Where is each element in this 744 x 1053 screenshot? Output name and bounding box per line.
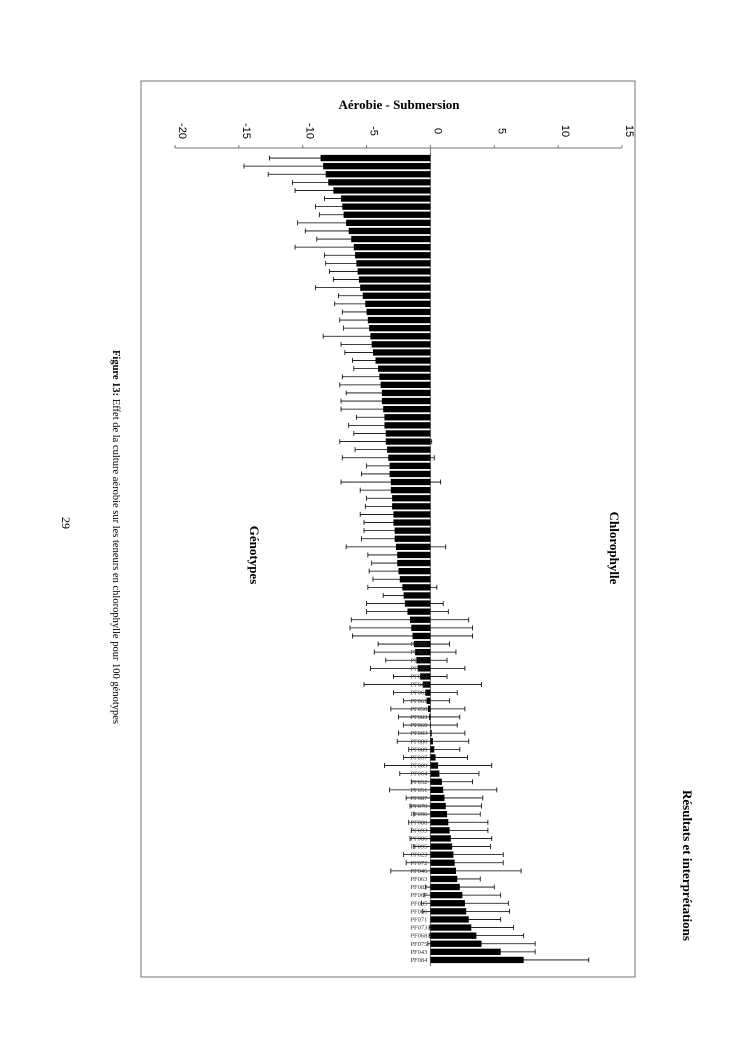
category-label: PF061 xyxy=(410,697,428,705)
category-label: PF045 xyxy=(410,665,428,673)
category-label: PF074 xyxy=(410,673,428,681)
category-label: PF097 xyxy=(410,754,428,762)
category-label: PF079 xyxy=(410,803,428,811)
section-header: Résultats et interprétations xyxy=(680,790,695,941)
category-label: PF066 xyxy=(410,908,428,916)
category-label: PF003 xyxy=(410,730,428,738)
chart-title: Aérobie - Submersion xyxy=(338,97,460,112)
category-label: PF056 xyxy=(410,641,428,649)
caption-text: Effet de la culture aérobie sur les teneurs en chlorophylle pour 100 génotypes xyxy=(110,396,121,725)
figure-caption xyxy=(110,350,121,724)
category-label: PF025 xyxy=(410,657,428,665)
category-label: PF040 xyxy=(410,681,428,689)
category-label: PF068 xyxy=(410,932,428,940)
category-label: PF087 xyxy=(410,794,428,802)
category-label: PF009 xyxy=(410,762,428,770)
category-label: PF084 xyxy=(410,956,428,964)
category-label: PF064 xyxy=(410,770,428,778)
category-label: PF067 xyxy=(410,892,428,900)
series-label: Chlorophylle xyxy=(607,511,622,585)
category-label: PF086 xyxy=(410,835,428,843)
category-label: PF095 xyxy=(410,843,428,851)
tick-label: 0 xyxy=(431,127,444,135)
genotypes-axis-label: Génotypes xyxy=(247,525,262,585)
category-label: PF043 xyxy=(410,948,428,956)
category-label: PF046 xyxy=(410,867,428,875)
category-label: PF075 xyxy=(410,940,428,948)
category-label: PF065 xyxy=(410,649,428,657)
category-label: PF096 xyxy=(410,811,428,819)
category-label: PF051 xyxy=(410,786,428,794)
category-label: PF082 xyxy=(410,884,428,892)
tick-label: -10 xyxy=(303,123,316,139)
category-label: PF050 xyxy=(410,705,428,713)
tick-label: 15 xyxy=(623,124,635,138)
category-label: PF071 xyxy=(410,916,428,924)
category-label: PF083 xyxy=(410,713,428,721)
category-label: PF073 xyxy=(410,924,428,932)
tick-label: -20 xyxy=(176,123,188,139)
tick-label: 10 xyxy=(559,124,572,138)
tick-label: 5 xyxy=(495,127,508,135)
category-label: PF052 xyxy=(410,778,428,786)
category-label: PF080 xyxy=(410,738,428,746)
category-label: PF088 xyxy=(410,819,428,827)
tick-label-group xyxy=(176,123,635,139)
caption-prefix: Figure 13: xyxy=(110,350,121,397)
category-label: PF089 xyxy=(410,746,428,754)
category-label: PF093 xyxy=(410,827,428,835)
category-label: PF085 xyxy=(410,900,428,908)
category-label: PF072 xyxy=(410,859,428,867)
category-label: PF063 xyxy=(410,875,428,883)
category-label-group xyxy=(410,641,428,964)
category-label: PF062 xyxy=(410,689,428,697)
tick-label: -15 xyxy=(239,123,252,139)
page-number: 29 xyxy=(59,517,73,529)
category-label: PF023 xyxy=(410,851,428,859)
category-label: PF060 xyxy=(410,722,428,730)
tick-label: -5 xyxy=(367,126,380,136)
